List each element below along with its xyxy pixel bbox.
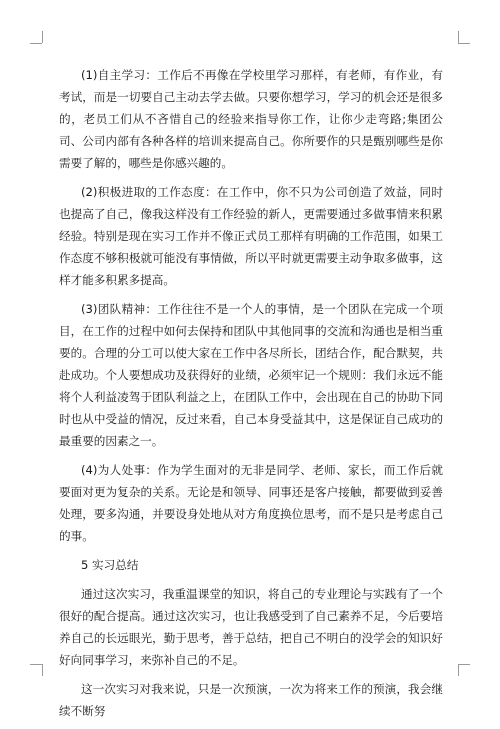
paragraph-self-study: (1)自主学习：工作后不再像在学校里学习那样，有老师，有作业，有考试，而是一切要自己主动去学去做。只要你想学习，学习的机会还是很多的，老员工们从不吝惜自己的经验来指导你工作，让你少走弯路;集团公司、公司内部有各种各样的培训来提高自己。你所要作的只是甄别哪些是你需要了解的，哪些是你感兴趣的。 bbox=[59, 68, 443, 170]
paragraph-interpersonal: (4)为人处事：作为学生面对的无非是同学、老师、家长，而工作后就要面对更为复杂的关系。无论是和领导、同事还是客户接触，都要做到妥善处理，要多沟通，并要设身处地从对方角度换位思考，而不是只是考虑自己的事。 bbox=[59, 463, 443, 543]
document-body bbox=[59, 64, 443, 729]
paragraph-summary-1: 通过这次实习，我重温课堂的知识，将自己的专业理论与实践有了一个很好的配合提高。通过这次实习，也让我感受到了自己素养不足，今后要培养自己的长远眼光，勤于思考，善于总结，把自己不明白的没学会的知识好好向同事学习，来弥补自己的不足。 bbox=[59, 587, 443, 667]
paragraph-team-spirit: (3)团队精神：工作往往不是一个人的事情，是一个团队在完成一个项目，在工作的过程中如何去保持和团队中其他同事的交流和沟通也是相当重要的。合理的分工可以使大家在工作中各尽所长，团结合作，配合默契，共赴成功。个人要想成功及获得好的业绩，必须牢记一个规则：我们永远不能将个人利益凌驾于团队利益之上，在团队工作中，会出现在自己的协助下同时也从中受益的情况，反过来看，自己本身受益其中，这是保证自己成功的最重要的因素之一。 bbox=[59, 302, 443, 448]
section-heading-summary: 5 实习总结 bbox=[81, 558, 139, 572]
crop-mark-top-left-v bbox=[42, 31, 43, 43]
paragraph-summary-2: 这一次实习对我来说，只是一次预演，一次为将来工作的预演，我会继续不断努 bbox=[59, 682, 443, 718]
crop-mark-bottom-left-h bbox=[30, 664, 42, 665]
crop-mark-bottom-right-v bbox=[458, 664, 459, 676]
crop-mark-top-right-h bbox=[458, 43, 470, 44]
crop-mark-top-right-v bbox=[458, 31, 459, 43]
crop-mark-bottom-right-h bbox=[458, 664, 470, 665]
paragraph-work-attitude: (2)积极进取的工作态度：在工作中，你不只为公司创造了效益，同时也提高了自己，像我这样没有工作经验的新人，更需要通过多做事情来积累经验。特别是现在实习工作并不像正式员工那样有明确的工作范围，如果工作态度不够积极就可能没有事情做，所以平时就更需要主动争取多做事，这样才能多积累多提高。 bbox=[59, 185, 443, 287]
crop-mark-bottom-left-v bbox=[42, 664, 43, 676]
crop-mark-top-left-h bbox=[30, 43, 42, 44]
